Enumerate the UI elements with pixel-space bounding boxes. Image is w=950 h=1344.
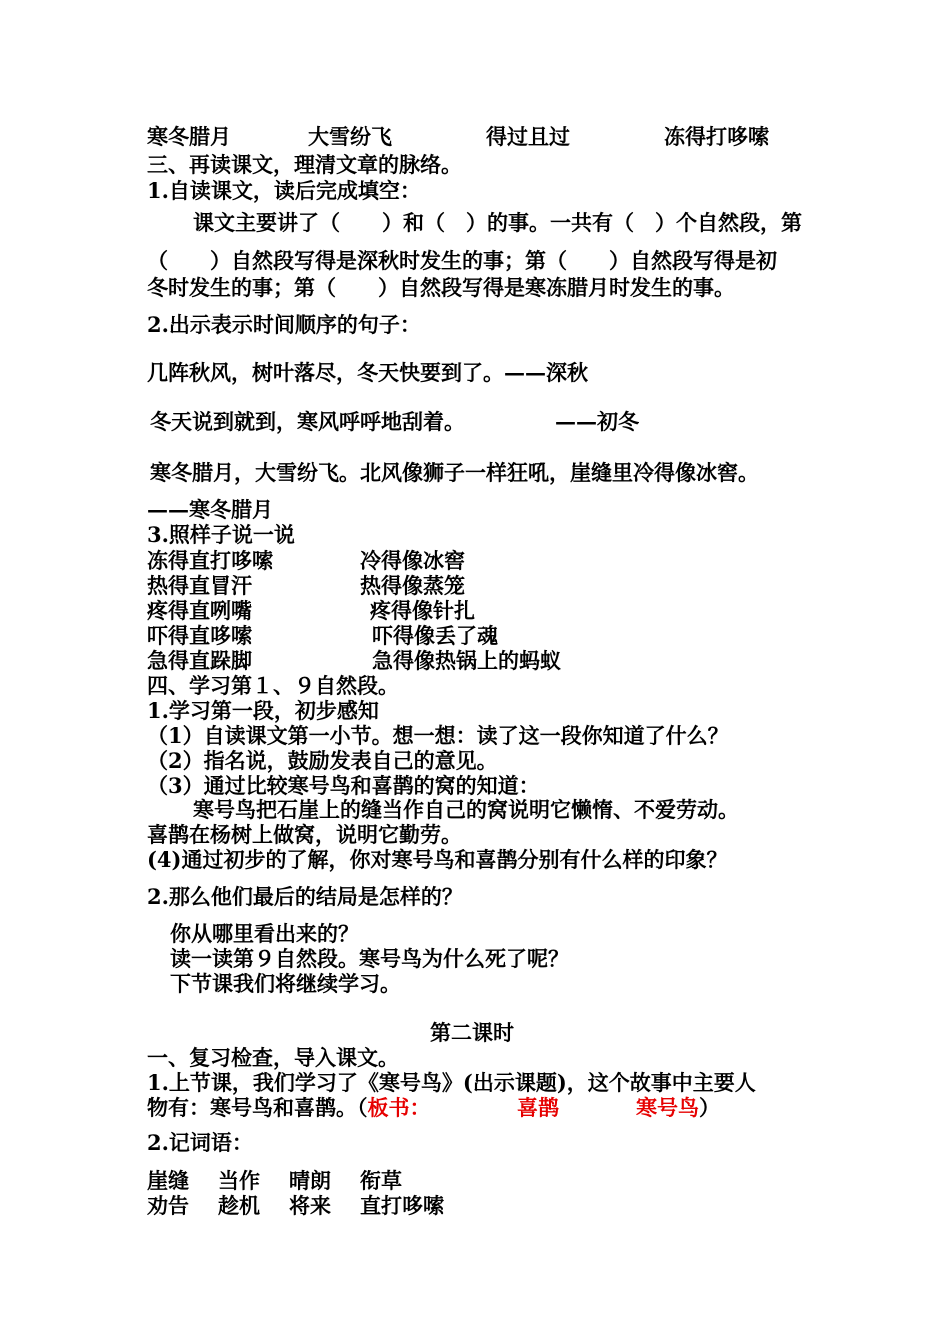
question-2: 读一读第９自然段。寒号鸟为什么死了呢？ [170,946,569,971]
word-4: 冻得打哆嗦 [664,124,769,149]
vocab-word: 将来 [289,1193,331,1218]
sentence-3-tag: ——寒冬腊月 [147,497,273,522]
pair-left: 热得直冒汗 [147,573,252,598]
board-word-hanhaoniao: 寒号鸟 [636,1095,699,1120]
question-3: 下节课我们将继续学习。 [170,971,401,996]
section4-sub3-line2: 喜鹊在杨树上做窝，说明它勤劳。 [147,822,462,847]
fill-line-2: （ ）自然段写得是深秋时发生的事；第（ ）自然段写得是初 [147,248,777,273]
pair-left: 冻得直打哆嗦 [147,548,273,573]
pair-left: 急得直跺脚 [147,648,252,673]
vocab-word: 劝告 [147,1193,189,1218]
fill-line-1: 课文主要讲了（ ）和（ ）的事。一共有（ ）个自然段，第 [193,210,802,235]
pair-right: 急得像热锅上的蚂蚁 [372,648,561,673]
sentence-2-tag: ——初冬 [555,409,639,434]
pair-right: 吓得像丢了魂 [372,623,498,648]
word-1: 寒冬腊月 [147,124,231,149]
section4-sub4: (4)通过初步的了解，你对寒号鸟和喜鹊分别有什么样的印象？ [147,847,728,872]
pair-left: 疼得直咧嘴 [147,598,252,623]
vocab-word: 当作 [218,1168,260,1193]
section4-sub1: （1）自读课文第一小节。想一想：读了这一段你知道了什么？ [147,723,729,748]
section3-item2: 2.出示表示时间顺序的句子： [147,312,421,337]
section3-item3: 3.照样子说一说 [147,522,295,547]
pair-right: 冷得像冰窖 [360,548,465,573]
board-label: 板书： [367,1095,431,1120]
sentence-2: 冬天说到就到，寒风呼呼地刮着。 [150,409,465,434]
vocab-word: 趁机 [218,1193,260,1218]
vocab-word: 崖缝 [147,1168,189,1193]
pair-right: 疼得像针扎 [370,598,475,623]
board-word-magpie: 喜鹊 [517,1095,559,1120]
lesson2-heading1: 一、复习检查，导入课文。 [147,1045,399,1070]
word-3: 得过且过 [486,124,570,149]
sentence-3: 寒冬腊月，大雪纷飞。北风像狮子一样狂吼，崖缝里冷得像冰窖。 [150,460,759,485]
section4-item2: 2.那么他们最后的结局是怎样的？ [147,884,463,909]
board-word-2-wrap [636,1095,720,1121]
word-2: 大雪纷飞 [308,124,392,149]
pair-right: 热得像蒸笼 [360,573,465,598]
board-close-paren: ） [699,1095,720,1120]
lesson2-item2: 2.记词语： [147,1130,253,1155]
lesson2-title: 第二课时 [430,1020,514,1045]
fill-line-3: 冬时发生的事；第（ ）自然段写得是寒冻腊月时发生的事。 [147,275,735,300]
pair-left: 吓得直哆嗦 [147,623,252,648]
section4-item1: 1.学习第一段，初步感知 [147,698,379,723]
vocab-word: 直打哆嗦 [360,1193,444,1218]
section3-heading: 三、再读课文，理清文章的脉络。 [147,152,462,177]
section4-sub3-line1: 寒号鸟把石崖上的缝当作自己的窝说明它懒惰、不爱劳动。 [193,797,739,822]
section4-sub2: （2）指名说，鼓励发表自己的意见。 [147,748,498,773]
lesson2-item1-text: 物有：寒号鸟和喜鹊。（ [147,1095,368,1120]
section4-sub3: （3）通过比较寒号鸟和喜鹊的窝的知道： [147,773,540,798]
sentence-1: 几阵秋风，树叶落尽，冬天快要到了。——深秋 [147,360,588,385]
question-1: 你从哪里看出来的？ [170,921,359,946]
section4-heading: 四、学习第１、９自然段。 [147,673,399,698]
section3-item1: 1.自读课文，读后完成填空： [147,178,421,203]
lesson2-item1-line2 [147,1095,431,1121]
vocab-word: 晴朗 [289,1168,331,1193]
lesson2-item1-line1: 1.上节课，我们学习了《寒号鸟》(出示课题)，这个故事中主要人 [147,1070,756,1095]
vocab-word: 衔草 [360,1168,402,1193]
